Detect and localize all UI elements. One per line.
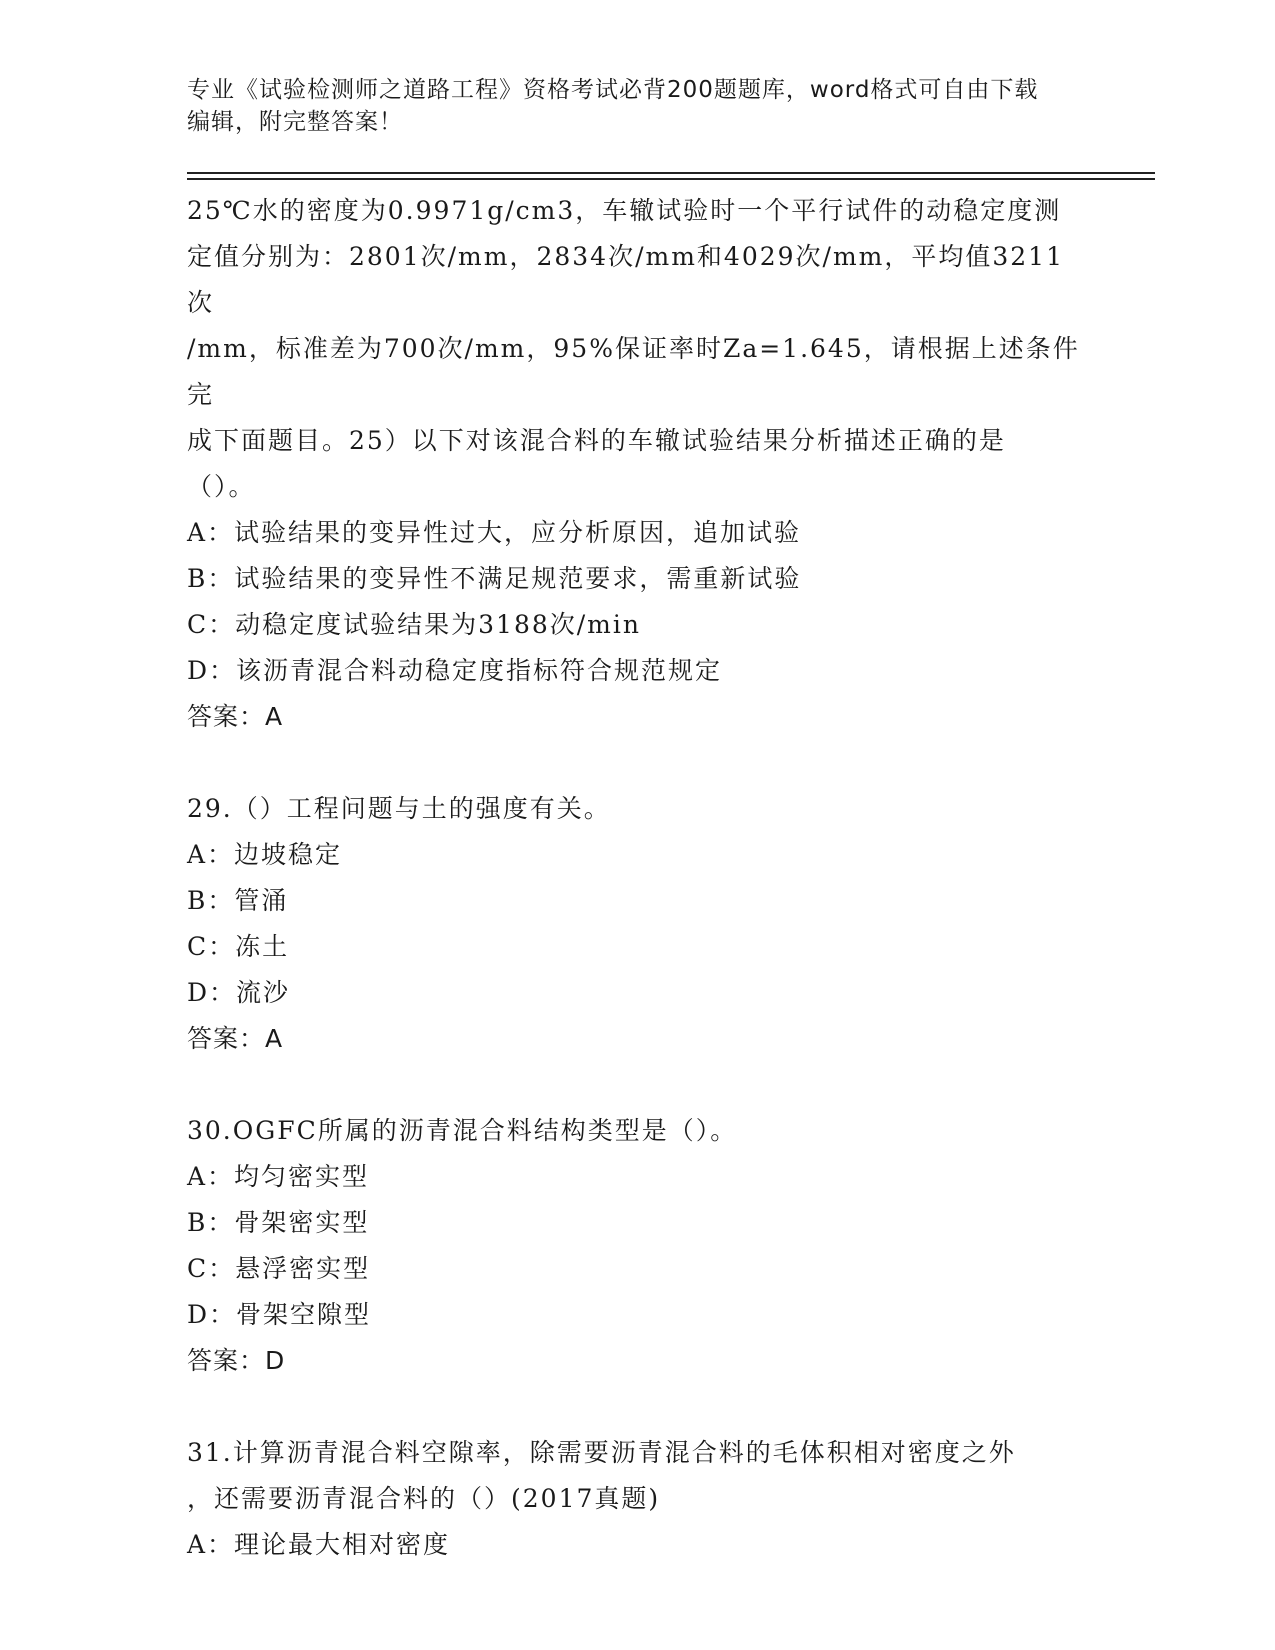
option-b: B：骨架密实型 (187, 1208, 370, 1237)
header-divider-top (187, 172, 1155, 174)
header-line-1: 专业《试验检测师之道路工程》资格考试必背200题题库，word格式可自由下载 (187, 77, 1039, 103)
header-divider-bottom (187, 178, 1155, 180)
question-stem-line: /mm，标准差为700次/mm，95%保证率时Za=1.645，请根据上述条件完 (187, 334, 1080, 409)
spacer (187, 1062, 1087, 1108)
question-item (187, 188, 1087, 740)
question-stem-line: 成下面题目。25）以下对该混合料的车辙试验结果分析描述正确的是 (187, 426, 1006, 455)
answer-line: 答案：A (187, 1024, 284, 1053)
option-a: A：理论最大相对密度 (187, 1530, 451, 1559)
question-stem-line: 定值分别为：2801次/mm，2834次/mm和4029次/mm，平均值3211次 (187, 242, 1064, 317)
spacer (187, 740, 1087, 786)
header-line-2: 编辑，附完整答案！ (187, 109, 403, 135)
option-c: C：悬浮密实型 (187, 1254, 371, 1283)
option-c: C：冻土 (187, 932, 290, 961)
document-header (187, 74, 1087, 138)
question-stem-line: 31.计算沥青混合料空隙率，除需要沥青混合料的毛体积相对密度之外 (187, 1438, 1016, 1467)
question-stem-line: （）。 (187, 472, 256, 501)
option-c: C：动稳定度试验结果为3188次/min (187, 610, 641, 639)
option-d: D：骨架空隙型 (187, 1300, 372, 1329)
question-stem-line: 30.OGFC所属的沥青混合料结构类型是（）。 (187, 1116, 738, 1145)
option-b: B：管涌 (187, 886, 289, 915)
option-d: D：该沥青混合料动稳定度指标符合规范规定 (187, 656, 723, 685)
question-list (187, 188, 1087, 1568)
question-item (187, 1430, 1087, 1568)
answer-line: 答案：D (187, 1346, 286, 1375)
option-a: A：边坡稳定 (187, 840, 343, 869)
option-d: D：流沙 (187, 978, 291, 1007)
question-item (187, 1108, 1087, 1384)
spacer (187, 1384, 1087, 1430)
question-stem-line: 25℃水的密度为0.9971g/cm3，车辙试验时一个平行试件的动稳定度测 (187, 196, 1062, 225)
option-b: B：试验结果的变异性不满足规范要求，需重新试验 (187, 564, 802, 593)
option-a: A：均匀密实型 (187, 1162, 370, 1191)
question-stem-line: ，还需要沥青混合料的（）(2017真题) (187, 1484, 661, 1513)
answer-line: 答案：A (187, 702, 284, 731)
question-item (187, 786, 1087, 1062)
question-stem-line: 29.（）工程问题与土的强度有关。 (187, 794, 611, 823)
option-a: A：试验结果的变异性过大，应分析原因，追加试验 (187, 518, 802, 547)
